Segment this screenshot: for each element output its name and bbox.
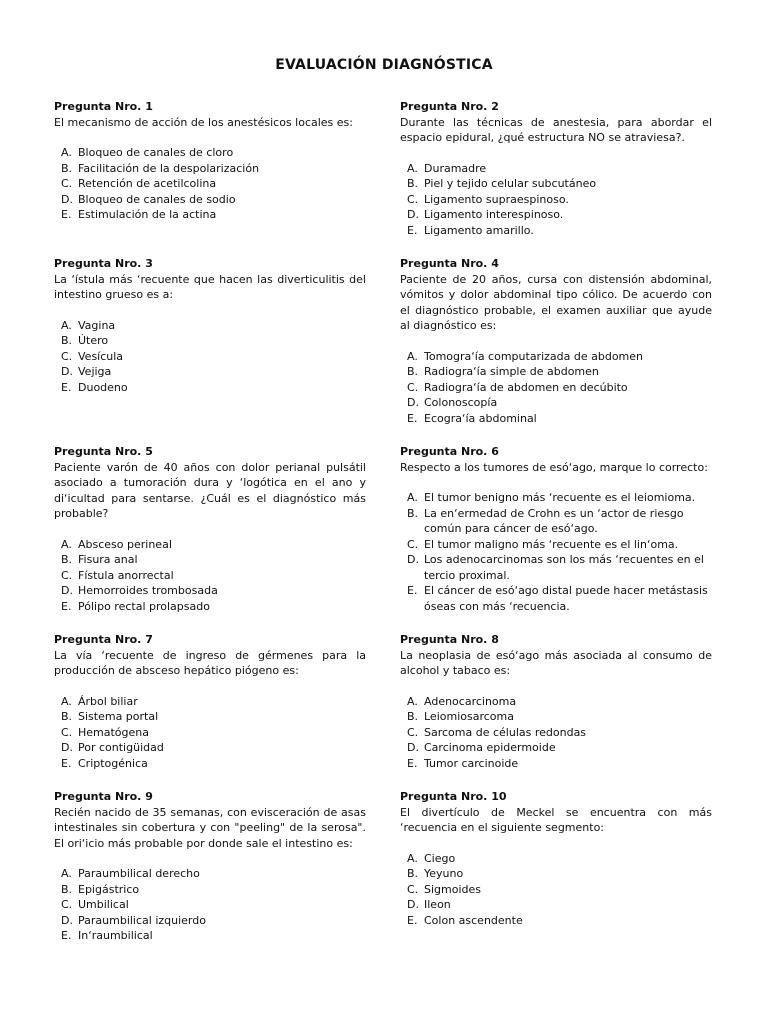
option-letter: C. [407,537,419,551]
option-item [400,866,712,882]
option-letter: B. [61,882,73,896]
option-letter: A. [407,161,418,175]
option-letter: E. [407,756,418,770]
question-stem: Paciente varón de 40 años con dolor perianal pulsátil asociado a tumoración dura y ‘logótica en el ano y di‘icultad para sentarse. ¿Cuál es el diagnóstico más probable? [54,460,366,520]
option-letter: C. [407,380,419,394]
option-text: Ciego [424,851,456,865]
option-list [400,161,712,239]
option-list [400,694,712,772]
option-item [54,537,366,553]
option-letter: E. [61,380,72,394]
option-letter: C. [61,177,73,190]
option-list [54,145,366,223]
option-item [400,725,712,741]
option-text: Estimulación de la actina [78,208,217,221]
option-item [400,537,712,553]
question-3 [54,256,366,395]
option-item [54,694,366,710]
option-text: Útero [78,334,109,347]
option-text: Colon ascendente [424,913,523,927]
option-text: El tumor benigno más ‘recuente es el leiomioma. [424,491,696,504]
question-heading: Pregunta Nro. 2 [400,100,499,113]
option-item [54,161,366,177]
question-7 [54,632,366,771]
option-text: Radiogra‘ía de abdomen en decúbito [424,380,628,394]
option-letter: E. [407,584,418,597]
option-item [400,756,712,772]
question-stem: Paciente de 20 años, cursa con distensión abdominal, vómitos y dolor abdominal tipo cólico. De acuerdo con el diagnóstico probable, el examen auxiliar que ayude al diagnóstico es: [400,272,712,332]
option-item [54,756,366,772]
option-item [54,897,366,913]
option-list [400,349,712,427]
option-letter: C. [407,725,419,739]
option-text: Por contigüidad [78,741,164,754]
option-letter: A. [61,867,72,880]
option-text: Paraumbilical izquierdo [78,913,206,927]
option-text: Vesícula [78,349,124,363]
question-heading: Pregunta Nro. 1 [54,100,153,113]
option-letter: D. [61,584,73,597]
option-text: Hematógena [78,725,150,739]
option-text: Absceso perineal [78,537,172,551]
option-text: Criptogénica [78,756,148,770]
option-item [400,395,712,411]
option-item [400,192,712,208]
question-stem: Recién nacido de 35 semanas, con evisceración de asas intestinales sin cobertura y con "peeling" de la serosa". El ori‘icio más probable por donde sale el intestino es: [54,805,366,850]
option-item [54,349,366,365]
option-text: Pólipo rectal prolapsado [78,599,210,613]
question-heading: Pregunta Nro. 8 [400,633,499,646]
option-letter: D. [407,898,419,911]
option-letter: E. [61,929,72,942]
option-item [54,583,366,599]
option-text: Sarcoma de células redondas [424,725,587,739]
option-text: Leiomiosarcoma [424,710,514,723]
question-stem: La neoplasia de esó‘ago más asociada al consumo de alcohol y tabaco es: [400,648,712,677]
option-text: In‘raumbilical [78,929,153,942]
option-text: Radiogra‘ía simple de abdomen [424,365,599,378]
question-1 [54,99,366,223]
option-letter: A. [61,318,72,332]
option-item [54,176,366,192]
option-letter: C. [61,725,73,739]
option-letter: B. [407,177,419,190]
option-letter: B. [61,334,73,347]
option-text: Ligamento supraespinoso. [424,192,569,206]
option-text: Ecogra‘ía abdominal [424,411,537,425]
option-list [54,318,366,396]
option-item [400,349,712,365]
option-text: La en‘ermedad de Crohn es un ‘actor de riesgo común para cáncer de esó‘ago. [424,506,684,535]
option-letter: A. [61,146,72,159]
option-item [400,882,712,898]
option-item [54,364,366,380]
question-8 [400,632,712,771]
question-heading: Pregunta Nro. 10 [400,790,507,803]
option-text: Yeyuno [424,867,464,880]
option-text: El cáncer de esó‘ago distal puede hacer metástasis óseas con más ‘recuencia. [424,584,708,613]
option-text: Bloqueo de canales de cloro [78,146,234,159]
option-text: Bloqueo de canales de sodio [78,192,236,206]
question-5 [54,444,366,614]
option-item [400,490,712,506]
option-letter: D. [407,553,419,566]
option-item [54,318,366,334]
option-text: Árbol biliar [78,694,138,708]
question-4 [400,256,712,426]
option-text: El tumor maligno más ‘recuente es el lin‘oma. [424,537,679,551]
option-item [54,333,366,349]
question-6 [400,444,712,614]
option-text: Epigástrico [78,882,140,896]
option-item [54,192,366,208]
option-text: Los adenocarcinomas son los más ‘recuentes en el tercio proximal. [424,553,704,582]
option-letter: C. [61,568,73,582]
option-item [400,207,712,223]
option-letter: D. [61,365,73,378]
option-letter: E. [61,599,72,613]
option-letter: C. [61,349,73,363]
option-letter: E. [407,223,418,237]
question-stem: Respecto a los tumores de esó‘ago, marque lo correcto: [400,460,708,474]
option-text: Vejiga [78,365,112,378]
option-text: Tomogra‘ía computarizada de abdomen [424,349,644,363]
option-letter: D. [61,192,73,206]
option-text: Sistema portal [78,710,159,723]
option-item [400,694,712,710]
option-text: Retención de acetilcolina [78,177,217,190]
option-letter: A. [61,537,72,551]
option-text: Carcinoma epidermoide [424,741,556,754]
option-letter: D. [407,741,419,754]
option-letter: E. [61,756,72,770]
option-text: Umbilical [78,898,129,911]
option-letter: E. [61,208,72,221]
option-letter: A. [407,349,418,363]
option-item [400,913,712,929]
option-item [400,411,712,427]
option-item [400,380,712,396]
page-title: EVALUACIÓN DIAGNÓSTICA [275,57,493,73]
option-text: Colonoscopía [424,396,498,409]
option-letter: E. [407,913,418,927]
question-9 [54,789,366,944]
option-item [54,709,366,725]
question-heading: Pregunta Nro. 7 [54,633,153,646]
question-heading: Pregunta Nro. 5 [54,445,153,458]
option-item [54,207,366,223]
option-item [400,161,712,177]
option-item [54,599,366,615]
option-letter: B. [61,710,73,723]
option-item [54,380,366,396]
option-text: Sigmoides [424,882,482,896]
option-item [400,709,712,725]
option-letter: C. [407,882,419,896]
question-heading: Pregunta Nro. 4 [400,257,499,270]
option-letter: C. [407,192,419,206]
question-stem: Durante las técnicas de anestesia, para abordar el espacio epidural, ¿qué estructura NO se atraviesa?. [400,115,712,144]
option-item [400,740,712,756]
question-stem: El mecanismo de acción de los anestésicos locales es: [54,115,353,129]
option-text: Ligamento interespinoso. [424,208,564,221]
option-item [54,568,366,584]
option-letter: B. [61,161,73,175]
option-text: Facilitación de la despolarización [78,161,260,175]
option-letter: B. [61,553,73,566]
option-text: Piel y tejido celular subcutáneo [424,177,597,190]
option-item [400,223,712,239]
option-list [54,537,366,615]
option-text: Duodeno [78,380,128,394]
option-item [54,913,366,929]
option-text: Fisura anal [78,553,138,566]
option-list [54,866,366,944]
option-item [54,552,366,568]
option-text: Vagina [78,318,116,332]
option-text: Ileon [424,898,451,911]
option-letter: B. [407,710,419,723]
option-list [400,490,712,614]
option-letter: D. [407,396,419,409]
option-item [400,506,712,537]
option-letter: A. [407,491,418,504]
question-10 [400,789,712,928]
option-list [400,851,712,929]
option-text: Adenocarcinoma [424,694,517,708]
question-stem: La vía ‘recuente de ingreso de gérmenes para la producción de absceso hepático piógeno es: [54,648,366,677]
question-stem: La ‘ístula más ‘recuente que hacen las diverticulitis del intestino grueso es a: [54,272,366,301]
option-item [54,882,366,898]
question-heading: Pregunta Nro. 6 [400,445,499,458]
option-letter: A. [407,851,418,865]
option-item [400,552,712,583]
question-heading: Pregunta Nro. 9 [54,790,153,803]
option-item [400,176,712,192]
option-text: Fístula anorrectal [78,568,174,582]
option-text: Hemorroides trombosada [78,584,218,597]
question-heading: Pregunta Nro. 3 [54,257,153,270]
option-letter: A. [61,694,72,708]
question-2 [400,99,712,238]
option-list [54,694,366,772]
option-item [400,897,712,913]
option-letter: B. [407,867,419,880]
option-letter: D. [61,913,73,927]
option-item [400,851,712,867]
option-letter: B. [407,506,419,520]
option-item [54,145,366,161]
option-text: Paraumbilical derecho [78,867,200,880]
option-letter: E. [407,411,418,425]
option-item [54,725,366,741]
option-letter: D. [61,741,73,754]
option-letter: A. [407,694,418,708]
option-text: Tumor carcinoide [424,756,519,770]
option-text: Ligamento amarillo. [424,223,534,237]
option-item [54,866,366,882]
option-item [400,364,712,380]
question-stem: El divertículo de Meckel se encuentra con más ‘recuencia en el siguiente segmento: [400,805,712,834]
option-text: Duramadre [424,161,487,175]
option-letter: D. [407,208,419,221]
option-letter: B. [407,365,419,378]
option-item [54,740,366,756]
option-letter: C. [61,898,73,911]
option-item [400,583,712,614]
option-item [54,928,366,944]
